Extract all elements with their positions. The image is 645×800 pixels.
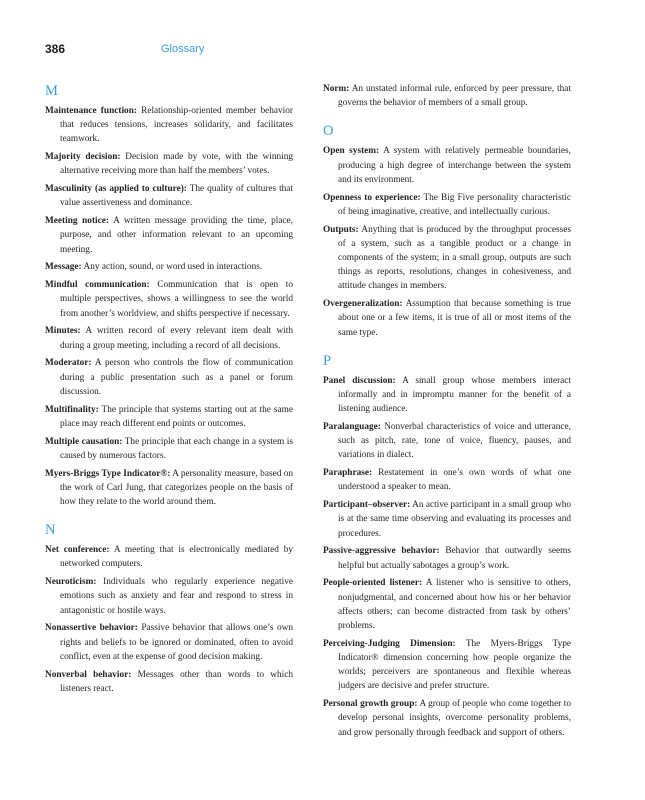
glossary-term: Multiple causation: xyxy=(45,436,123,447)
glossary-term: Neuroticism: xyxy=(45,577,97,588)
section-letter: M xyxy=(45,83,58,99)
glossary-entry xyxy=(45,403,293,431)
glossary-definition: The principle that each change in a system is caused by numerous factors. xyxy=(60,436,293,461)
glossary-term: Open system: xyxy=(323,146,380,157)
glossary-entry xyxy=(45,668,293,696)
glossary-entry xyxy=(45,324,293,352)
glossary-definition: The Myers-Briggs Type Indicator® dimension concerning how people organize the worlds; perceivers are spontaneous and flexible whereas judgers are decisive and prefer structure. xyxy=(338,638,571,692)
glossary-entry xyxy=(323,498,571,541)
glossary-definition: Nonverbal characteristics of voice and utterance, such as pitch, rate, tone of voice, fluency, pauses, and variations in dialect. xyxy=(338,422,571,461)
glossary-term: Perceiving-Judging Dimension: xyxy=(323,638,456,649)
glossary-entry xyxy=(45,214,293,257)
glossary-entry xyxy=(323,637,571,694)
glossary-entry xyxy=(323,82,571,110)
glossary-definition: An active participant in a small group who is at the same time observing and evaluating its processes and procedures. xyxy=(338,500,572,539)
glossary-term: Myers-Briggs Type Indicator®: xyxy=(45,468,171,479)
glossary-entry xyxy=(45,150,293,178)
glossary-entry xyxy=(323,191,571,219)
glossary-term: Masculinity (as applied to culture): xyxy=(45,184,187,195)
section-letter: P xyxy=(323,352,332,369)
glossary-definition: A meeting that is electronically mediated by networked computers. xyxy=(60,545,293,570)
glossary-definition: Passive behavior that allows one’s own rights and beliefs to be ignored or dominated, often to avoid conflict, even at the expense of good decision making. xyxy=(60,623,293,662)
running-head: Glossary xyxy=(161,43,205,55)
glossary-entry xyxy=(323,544,571,572)
glossary-definition: A small group whose members interact informally and in impromptu manner for the benefit of a listening audience. xyxy=(338,375,572,415)
glossary-entry xyxy=(45,260,293,274)
glossary-term: Paraphrase: xyxy=(323,468,373,479)
glossary-definition: Anything that is produced by the throughput processes of a system, such as a tangible product or a change in components of the system; in a small group, outputs are such things as reports, resolutions, changes in cohesiveness, and attitude changes in members. xyxy=(338,224,571,292)
glossary-term: Message: xyxy=(45,262,82,273)
glossary-entry xyxy=(323,297,571,340)
glossary-definition: The Big Five personality characteristic of being imaginative, creative, and intellectually curious. xyxy=(338,192,571,217)
glossary-entry xyxy=(45,278,293,321)
glossary-entry xyxy=(45,543,293,571)
glossary-term: Maintenance function: xyxy=(45,106,137,116)
glossary-definition: The quality of cultures that value assertiveness and dominance. xyxy=(60,184,294,209)
glossary-term: Nonverbal behavior: xyxy=(45,669,132,680)
glossary-definition: Any action, sound, or word used in interactions. xyxy=(83,262,263,273)
glossary-entry xyxy=(323,374,571,417)
glossary-definition: A group of people who come together to develop personal insights, overcome personality problems, and grow personally through feedback and support of others. xyxy=(338,699,572,738)
glossary-definition: Decision made by vote, with the winning alternative receiving more than half the members’ votes. xyxy=(60,152,293,177)
glossary-term: Paralanguage: xyxy=(323,422,381,433)
glossary-entry xyxy=(323,144,571,187)
glossary-term: Openness to experience: xyxy=(323,192,421,203)
glossary-term: Panel discussion: xyxy=(323,375,396,386)
glossary-entry xyxy=(45,356,293,399)
glossary-term: Mindful communication: xyxy=(45,280,150,291)
glossary-definition: Individuals who regularly experience negative emotions such as anxiety and fear and respond to stress in antagonistic or hostile ways. xyxy=(60,577,293,616)
glossary-entry xyxy=(323,223,571,294)
glossary-column-left xyxy=(45,82,293,700)
glossary-term: Participant–observer: xyxy=(323,500,411,511)
section-letter: N xyxy=(45,522,56,539)
glossary-term: People-oriented listener: xyxy=(323,578,423,589)
glossary-entry xyxy=(323,420,571,463)
glossary-term: Nonassertive behavior: xyxy=(45,623,138,634)
glossary-definition: Restatement in one’s own words of what one understood a speaker to mean. xyxy=(338,468,572,493)
glossary-definition: Communication that is open to multiple perspectives, shows a willingness to see the world from another’s worldview, and shifts perspective if necessary. xyxy=(60,280,293,319)
glossary-column-right xyxy=(323,82,571,743)
glossary-term: Passive-aggressive behavior: xyxy=(323,546,440,557)
glossary-entry xyxy=(45,182,293,210)
glossary-definition: Behavior that outwardly seems helpful but actually sabotages a group’s work. xyxy=(338,546,572,571)
glossary-term: Meeting notice: xyxy=(45,216,109,227)
glossary-term: Overgeneralization: xyxy=(323,299,403,310)
glossary-entry xyxy=(323,466,571,494)
glossary-entry xyxy=(45,467,293,510)
glossary-term: Personal growth group: xyxy=(323,699,418,710)
page-number: 386 xyxy=(45,42,66,56)
section-letter: O xyxy=(323,123,334,140)
glossary-definition: An unstated informal rule, enforced by peer pressure, that governs the behavior of members of a small group. xyxy=(338,84,571,109)
glossary-term: Multifinality: xyxy=(45,404,99,415)
glossary-definition: Messages other than words to which listeners react. xyxy=(60,669,293,694)
glossary-term: Outputs: xyxy=(323,224,359,235)
glossary-term: Minutes: xyxy=(45,326,81,337)
glossary-term: Majority decision: xyxy=(45,152,121,163)
glossary-entry xyxy=(323,576,571,633)
glossary-definition: The principle that systems starting out at the same place may reach different end points or outcomes. xyxy=(60,404,293,429)
glossary-entry xyxy=(45,104,293,147)
glossary-entry xyxy=(323,697,571,740)
glossary-definition: Assumption that because something is true about one or a few items, it is true of all or most items of the same type. xyxy=(338,299,571,338)
glossary-definition: Relationship-oriented member behavior that reduces tensions, increases solidarity, and facilitates teamwork. xyxy=(60,106,294,145)
glossary-definition: A personality measure, based on the work of Carl Jung, that categorizes people on the basis of how they relate to the world around them. xyxy=(60,468,293,508)
glossary-definition: A written message providing the time, place, purpose, and other information relevant to an upcoming meeting. xyxy=(60,216,293,255)
glossary-definition: A person who controls the flow of communication during a public presentation such as a panel or forum discussion. xyxy=(60,358,294,397)
glossary-definition: A system with relatively permeable boundaries, producing a high degree of interchange between the system and its environment. xyxy=(338,146,571,185)
glossary-term: Net conference: xyxy=(45,545,110,556)
glossary-entry xyxy=(45,435,293,463)
glossary-entry xyxy=(45,575,293,618)
glossary-definition: A written record of every relevant item dealt with during a group meeting, including a record of all decisions. xyxy=(60,326,293,351)
glossary-term: Moderator: xyxy=(45,358,92,369)
glossary-term: Norm: xyxy=(323,84,350,94)
glossary-definition: A listener who is sensitive to others, nonjudgmental, and concerned about how his or her behavior affects others; can become distracted from task by others’ problems. xyxy=(338,578,572,632)
glossary-entry xyxy=(45,621,293,664)
